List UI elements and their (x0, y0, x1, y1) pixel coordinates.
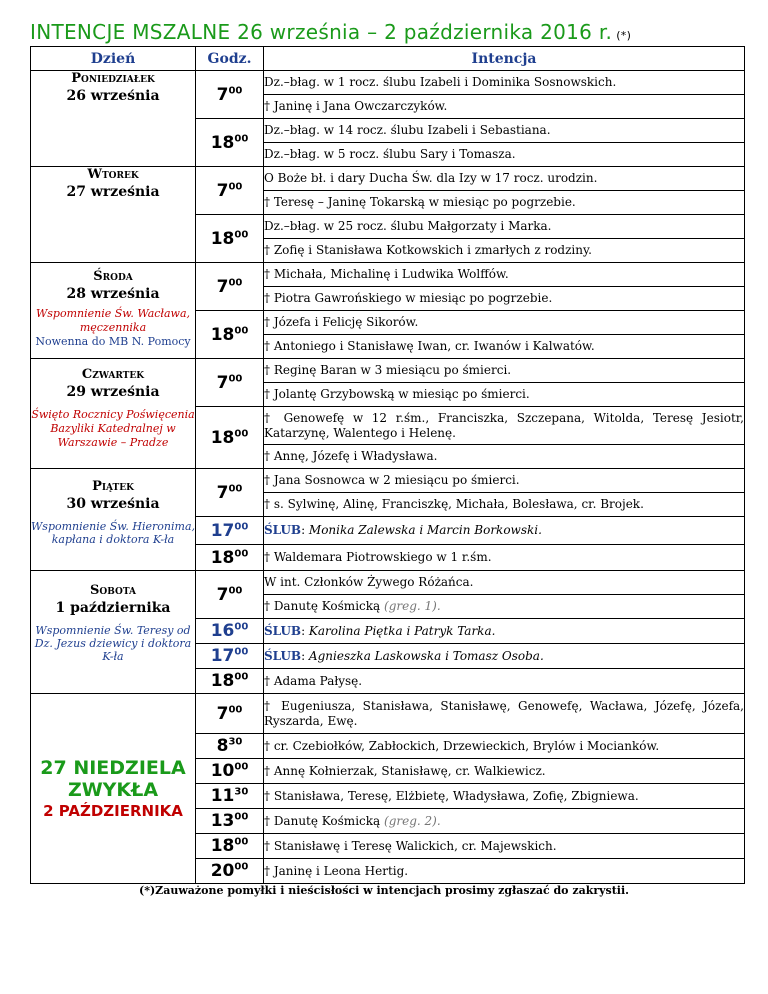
footer-note: (*)Zauważone pomyłki i nieścisłości w intencjach prosimy zgłaszać do zakrystii. (139, 884, 629, 897)
day-name: Czwartek (81, 367, 145, 382)
intention: † Józefa i Felicję Sikorów. (264, 311, 745, 335)
mass-time: $11^{30}$ (196, 784, 264, 809)
intention-wedding: ŚLUB: Monika Zalewska i Marcin Borkowski. (264, 517, 745, 545)
header-day: Dzień (31, 47, 196, 71)
gregorian-note: (greg. 1). (384, 599, 441, 613)
day-sunday (31, 694, 196, 884)
intention: † Danutę Kośmicką (greg. 2). (264, 809, 745, 834)
day-name: Poniedziałek (71, 71, 155, 86)
sunday-name: 27 NIEDZIELA ZWYKŁA (40, 756, 186, 801)
intention: † Annę Kołnierzak, Stanisławę, cr. Walkiewicz. (264, 759, 745, 784)
table-row (31, 263, 745, 287)
mass-time: $18^{00}$ (196, 834, 264, 859)
intention: † Reginę Baran w 3 miesiącu po śmierci. (264, 359, 745, 383)
mass-time: $7^{00}$ (196, 571, 264, 619)
intention: † Eugeniusza, Stanisława, Stanisławę, Genowefę, Wacława, Józefę, Józefa, Ryszarda, Ewę. (264, 694, 745, 734)
day-saturday (31, 571, 196, 694)
intention-wedding: ŚLUB: Karolina Piętka i Patryk Tarka. (264, 619, 745, 644)
intention: O Boże bł. i dary Ducha Św. dla Izy w 17 rocz. urodzin. (264, 167, 745, 191)
intention: † Danutę Kośmicką (greg. 1). (264, 595, 745, 619)
day-thursday (31, 359, 196, 469)
header-time: Godz. (196, 47, 264, 71)
mass-time: $7^{00}$ (196, 694, 264, 734)
page-title (30, 20, 631, 44)
day-note: Wspomnienie Św. Wacława, męczennika (35, 307, 191, 334)
day-name: Piątek (92, 479, 134, 494)
day-wednesday (31, 263, 196, 359)
day-date: 26 września (66, 88, 160, 104)
day-date: 27 września (66, 184, 160, 200)
wedding-label: ŚLUB (264, 523, 302, 537)
intention: † Michała, Michalinę i Ludwika Wolffów. (264, 263, 745, 287)
intention: † Genowefę w 12 r.śm., Franciszka, Szczepana, Witolda, Teresę Jesiotr, Katarzynę, Walentego i Helenę. (264, 407, 745, 445)
day-note: Wspomnienie Św. Teresy od Dz. Jezus dziewicy i doktora K-ła (34, 624, 192, 663)
intentions-table (30, 46, 745, 884)
day-date: 28 września (66, 286, 160, 302)
mass-time: $18^{00}$ (196, 119, 264, 167)
intention: Dz.–błag. w 14 rocz. ślubu Izabeli i Sebastiana. (264, 119, 745, 143)
day-date: 30 września (66, 496, 160, 512)
sunday-date: 2 PAŹDZIERNIKA (43, 801, 183, 820)
day-name: Wtorek (87, 167, 139, 182)
intention: † s. Sylwinę, Alinę, Franciszkę, Michała, Bolesława, cr. Brojek. (264, 493, 745, 517)
intention: † Teresę – Janinę Tokarską w miesiąc po pogrzebie. (264, 191, 745, 215)
day-note-secondary: Nowenna do MB N. Pomocy (35, 335, 191, 348)
intention: † Antoniego i Stanisławę Iwan, cr. Iwanów i Kalwatów. (264, 335, 745, 359)
intention: W int. Członków Żywego Różańca. (264, 571, 745, 595)
mass-time: $18^{00}$ (196, 669, 264, 694)
intention: † cr. Czebiołków, Zabłockich, Drzewieckich, Brylów i Mocianków. (264, 734, 745, 759)
table-row (31, 71, 745, 95)
intention: † Adama Pałysę. (264, 669, 745, 694)
mass-time: $20^{00}$ (196, 859, 264, 884)
wedding-couple: Karolina Piętka i Patryk Tarka. (308, 623, 496, 638)
intention: Dz.–błag. w 1 rocz. ślubu Izabeli i Dominika Sosnowskich. (264, 71, 745, 95)
mass-time: $13^{00}$ (196, 809, 264, 834)
day-date: 1 października (55, 600, 171, 616)
intention: Dz.–błag. w 25 rocz. ślubu Małgorzaty i Marka. (264, 215, 745, 239)
intention: Dz.–błag. w 5 rocz. ślubu Sary i Tomasza. (264, 143, 745, 167)
mass-time: $7^{00}$ (196, 359, 264, 407)
day-note: Święto Rocznicy Poświęcenia Bazyliki Katedralnej w Warszawie – Pradze (31, 408, 195, 449)
intention: † Stanisławę i Teresę Walickich, cr. Majewskich. (264, 834, 745, 859)
intention: † Jana Sosnowca w 2 miesiącu po śmierci. (264, 469, 745, 493)
gregorian-note: (greg. 2). (384, 813, 441, 828)
intention: † Waldemara Piotrowskiego w 1 r.śm. (264, 545, 745, 571)
mass-time: $8^{30}$ (196, 734, 264, 759)
day-note: Wspomnienie Św. Hieronima, kapłana i doktora K-ła (31, 520, 195, 546)
mass-time: $17^{00}$ (196, 517, 264, 545)
mass-time: $18^{00}$ (196, 311, 264, 359)
mass-time: $7^{00}$ (196, 167, 264, 215)
day-name: Środa (93, 269, 133, 284)
mass-time: $16^{00}$ (196, 619, 264, 644)
intention: † Jolantę Grzybowską w miesiąc po śmierci. (264, 383, 745, 407)
intention: † Annę, Józefę i Władysława. (264, 445, 745, 469)
wedding-label: ŚLUB (264, 623, 302, 638)
day-name: Sobota (89, 583, 137, 598)
intention-wedding: ŚLUB: Agnieszka Laskowska i Tomasz Osoba. (264, 644, 745, 669)
intention: † Zofię i Stanisława Kotkowskich i zmarłych z rodziny. (264, 239, 745, 263)
wedding-label: ŚLUB (264, 648, 302, 663)
intention: † Piotra Gawrońskiego w miesiąc po pogrzebie. (264, 287, 745, 311)
title-text: INTENCJE MSZALNE 26 września – 2 października 2016 r. (30, 20, 613, 44)
table-row (31, 167, 745, 191)
intention: † Janinę i Jana Owczarczyków. (264, 95, 745, 119)
wedding-couple: Monika Zalewska i Marcin Borkowski. (308, 523, 542, 537)
table-row (31, 571, 745, 595)
table-row (31, 469, 745, 493)
intention: † Janinę i Leona Hertig. (264, 859, 745, 884)
mass-time: $7^{00}$ (196, 263, 264, 311)
mass-time: $10^{00}$ (196, 759, 264, 784)
mass-time: $7^{00}$ (196, 71, 264, 119)
mass-time: $18^{00}$ (196, 215, 264, 263)
wedding-couple: Agnieszka Laskowska i Tomasz Osoba. (308, 648, 544, 663)
header-intention: Intencja (264, 47, 745, 71)
intention: † Stanisława, Teresę, Elżbietę, Władysława, Zofię, Zbigniewa. (264, 784, 745, 809)
day-friday (31, 469, 196, 571)
day-date: 29 września (66, 384, 160, 400)
table-row (31, 694, 745, 734)
table-row (31, 359, 745, 383)
day-monday (31, 71, 196, 167)
mass-time: $17^{00}$ (196, 644, 264, 669)
day-tuesday (31, 167, 196, 263)
mass-time: $7^{00}$ (196, 469, 264, 517)
header-row (31, 47, 745, 71)
title-note: (*) (616, 29, 632, 42)
mass-time: $18^{00}$ (196, 407, 264, 469)
mass-time: $18^{00}$ (196, 545, 264, 571)
